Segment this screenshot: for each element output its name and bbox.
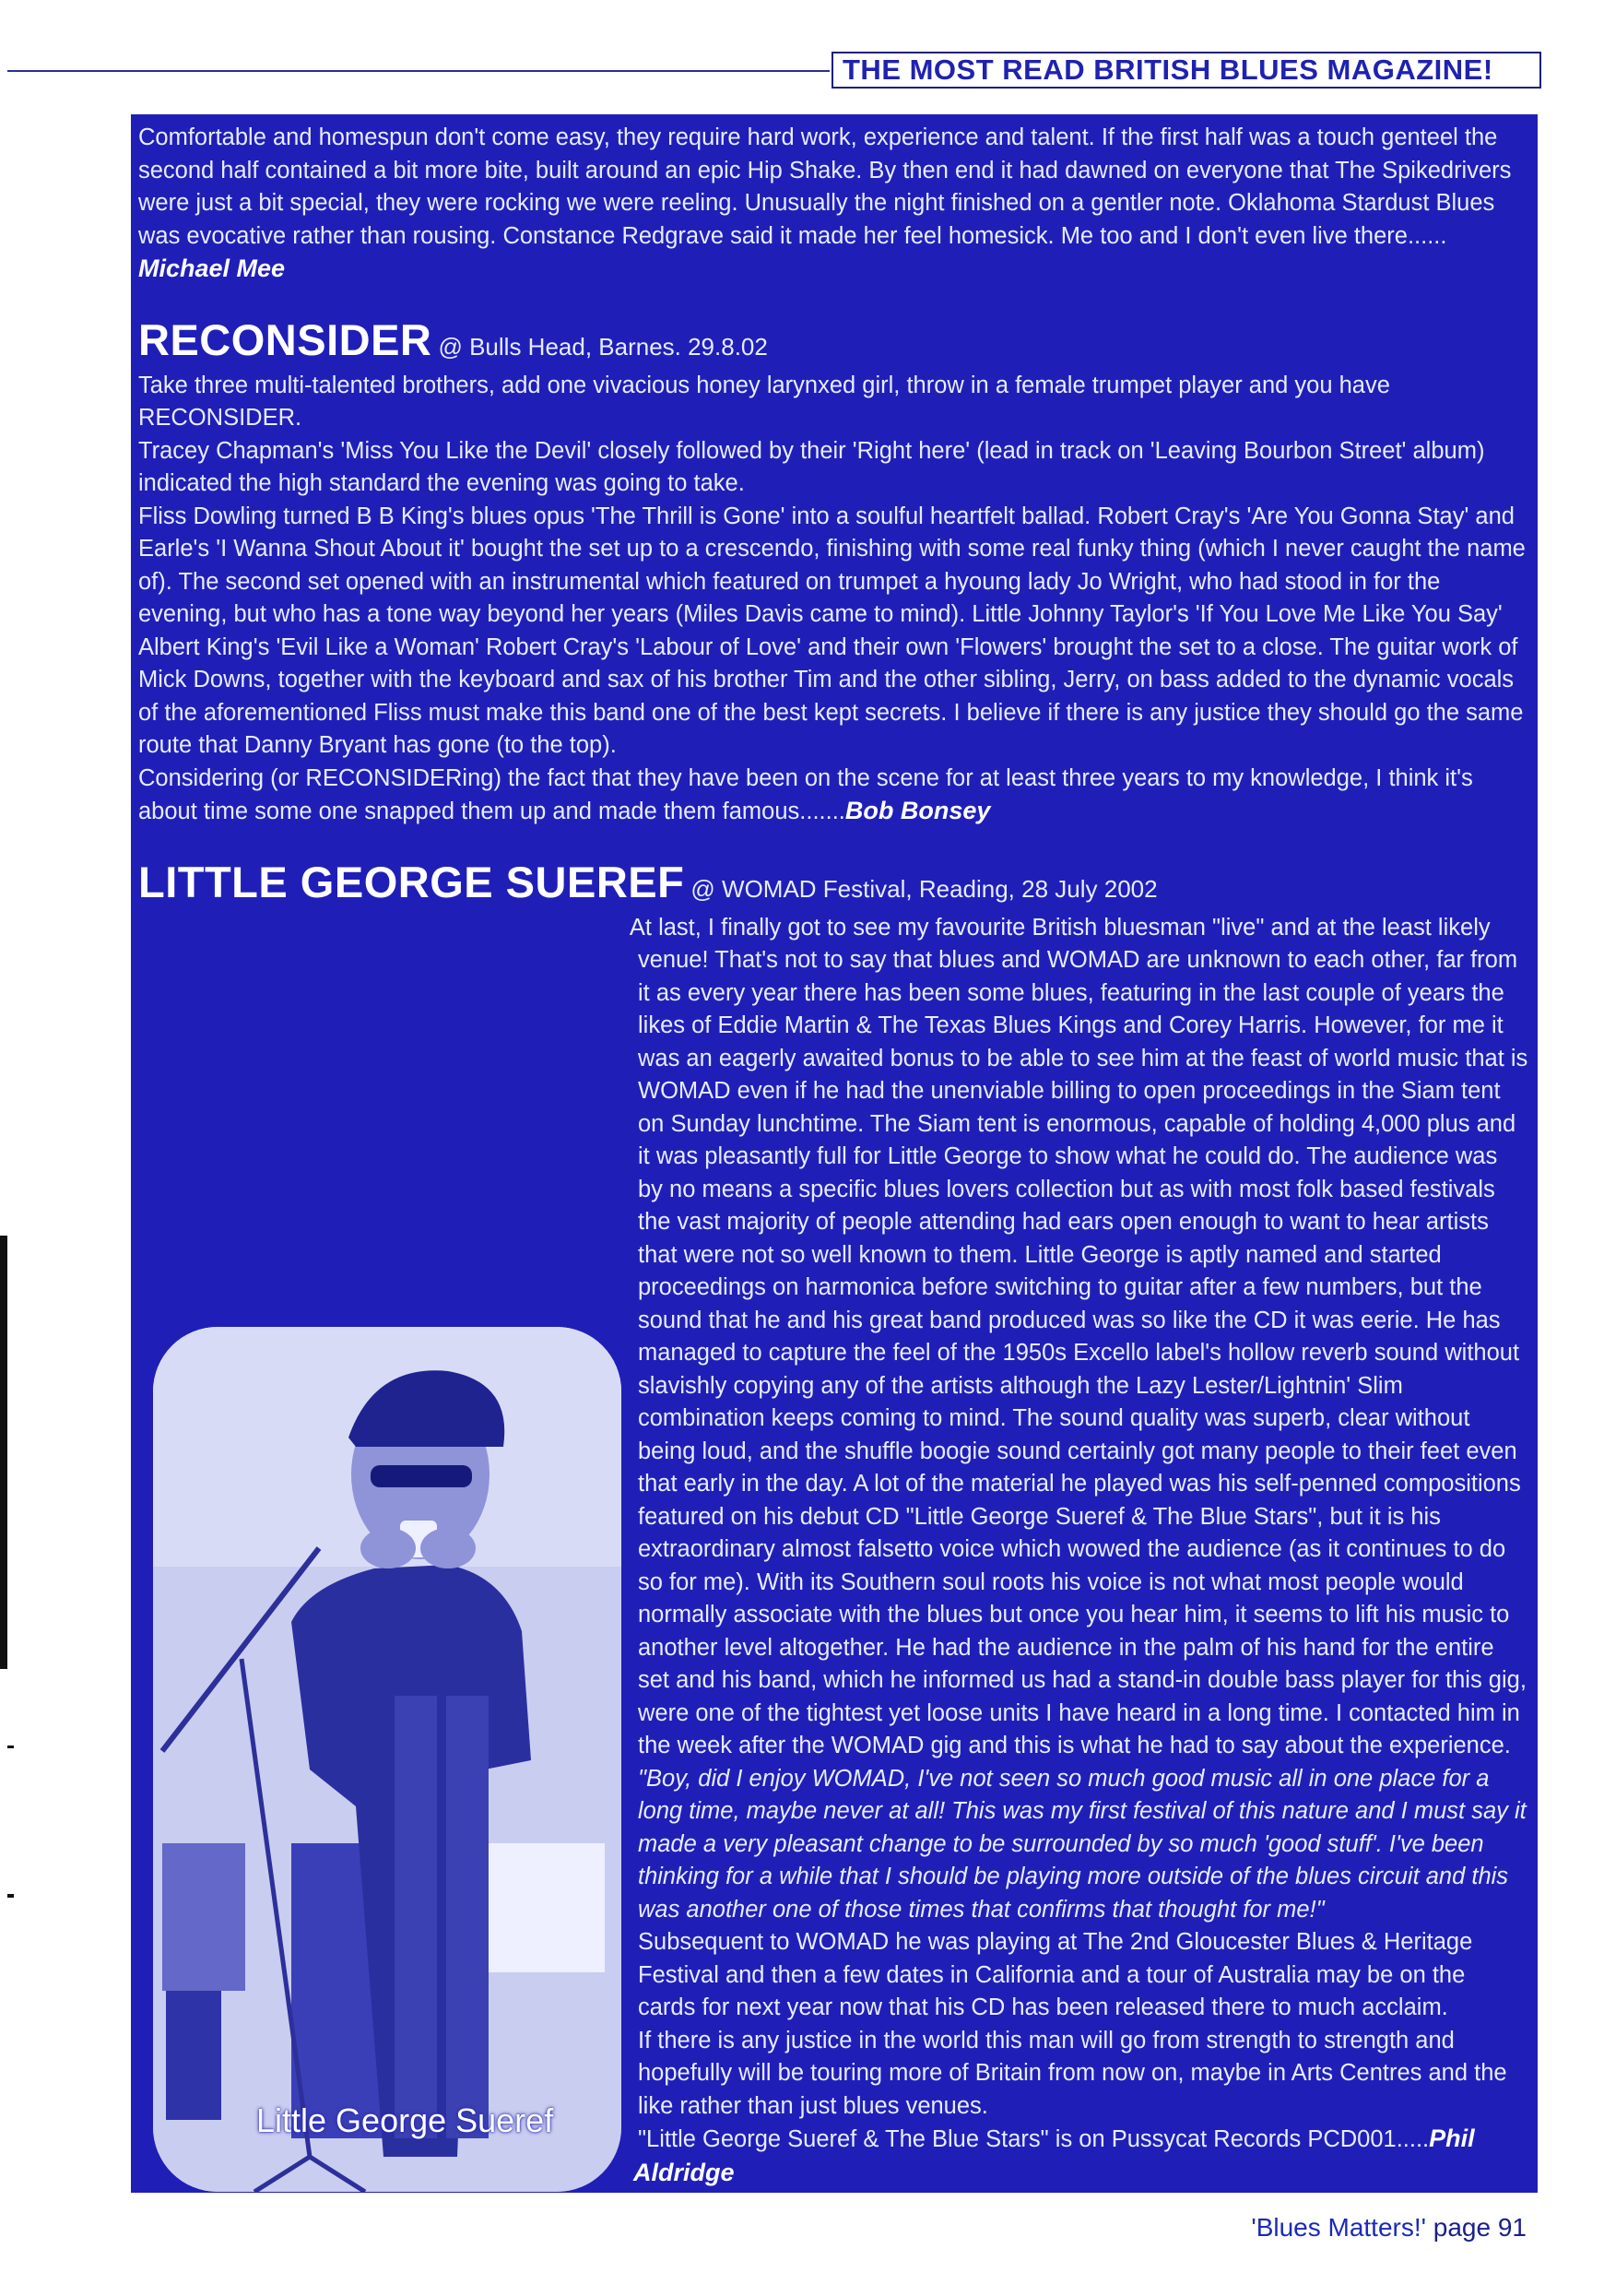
reconsider-para-3: Fliss Dowling turned B B King's blues opus 'The Thrill is Gone' into a soulful heartfelt ballad. Robert Cray's 'Are You Gonna Stay' and Earle's 'I Wanna Shout About it' bought the set up to a crescendo, finishing with some real funky thing (which I never caught the name of). The second set opened with an instrumental which featured on trumpet a hyoung lady Jo Wright, who had stood in for the evening, but who has a tone way beyond her years (Miles Davis came to mind). Little Johnny Taylor's 'If You Love Me Like You Say' Albert King's 'Evil Like a Woman' Robert Cray's 'Labour of Love' and their own 'Flowers' brought the set to a close. The guitar work of Mick Downs, together with the keyboard and sax of his brother Tim and the other sibling, Jerry, on bass added to the dynamic vocals of the aforementioned Fliss must make this band one of the best kept secrets. I believe if there is any justice they should go the same route that Danny Bryant has gone (to the top).	[138, 503, 1526, 758]
margin-mark	[0, 1236, 7, 1669]
intro-author: Michael Mee	[138, 254, 286, 282]
sueref-para-4-text: "Little George Sueref & The Blue Stars" is on Pussycat Records PCD001.....	[638, 2126, 1430, 2152]
photo-caption: Little George Sueref	[256, 2101, 554, 2139]
review-panel	[131, 114, 1538, 2193]
magazine-name: 'Blues Matters!'	[1251, 2213, 1426, 2242]
margin-mark	[7, 1894, 14, 1898]
magazine-banner: THE MOST READ BRITISH BLUES MAGAZINE!	[831, 52, 1541, 89]
page-number: page 91	[1433, 2213, 1527, 2242]
reconsider-author: Bob Bonsey	[844, 797, 991, 824]
sueref-photo	[153, 1327, 621, 2192]
sueref-body	[138, 912, 1528, 2191]
sueref-quote: "Boy, did I enjoy WOMAD, I've not seen so much good music all in one place for a long time, maybe never at all! This was my first festival of this nature and I must say it made a very pleasant change to be surrounded by so much 'good stuff'. I've been thinking for a while that I should be playing more outside of the blues circuit and this was another one of those times that confirms that thought for me!"	[638, 1765, 1527, 1923]
reconsider-venue: @ Bulls Head, Barnes. 29.8.02	[438, 332, 768, 361]
reconsider-para-1: Take three multi-talented brothers, add one vivacious honey larynxed girl, throw in a female trumpet player and you have RECONSIDER.	[138, 372, 1390, 431]
reconsider-para-2: Tracey Chapman's 'Miss You Like the Devil' closely followed by their 'Right here' (lead in track on 'Leaving Bourbon Street' album) indicated the high standard the evening was going to take.	[138, 437, 1485, 496]
reconsider-para-4	[138, 763, 1528, 829]
sueref-para-3: If there is any justice in the world this man will go from strength to strength and hopefully will be touring more of Britain from now on, maybe in Arts Centres and the like rather than just blues venues.	[638, 2027, 1507, 2119]
page-footer	[1251, 2213, 1527, 2243]
intro-review	[138, 122, 1528, 287]
intro-text: Comfortable and homespun don't come easy, they require hard work, experience and talent. If the first half was a touch genteel the second half contained a bit more bite, built around an epic Hip Shake. By then end it had dawned on everyone that The Spikedrivers were just a bit special, they were rocking we were reeling. Unusually the night finished on a gentler note. Oklahoma Stardust Blues was evocative rather than rousing. Constance Redgrave said it made her feel homesick. Me too and I don't even live there......	[138, 124, 1512, 249]
sueref-para-1-text: At last, I finally got to see my favourite British bluesman "live" and at the least likely venue! That's not to say that blues and WOMAD are unknown to each other, far from it as every year there has been some blues, featuring in the last couple of years the likes of Eddie Martin & The Texas Blues Kings and Corey Harris. However, for me it was an eagerly awaited bonus to be able to see him at the feast of world music that is WOMAD even if he had the unenviable billing to open proceedings in the Siam tent on Sunday lunchtime. The Siam tent is enormous, capable of holding 4,000 plus and it was pleasantly full for Little George to show what he could do. The audience was by no means a specific blues lovers collection but as with most folk based festivals the vast majority of people attending had ears open enough to want to hear artists that were not so well known to them. Little George is aptly named and started proceedings on harmonica before switching to guitar after a few numbers, but the sound that he and his great band produced was so like the CD it was eerie. He has managed to capture the feel of the 1950s Excello label's hollow reverb sound without slavishly copying any of the artists although the Lazy Lester/Lightnin' Slim combination keeps coming to mind. The sound quality was superb, clear without being loud, and the shuffle boogie sound certainly got many people to their feet even that early in the day. A lot of the material he played was his self-penned compositions featured on his debut CD "Little George Sueref & The Blue Stars", but it is his extraordinary almost falsetto voice which wowed the audience (as it continues to do so for me). With its Southern soul roots his voice is not what most people would normally associate with the blues but once you hear him, it seems to lift his music to another level altogether. He had the audience in the palm of his hand for the entire set and his band, which he informed us had a stand-in double bass player for this gig, were one of the tightest yet loose units I have heard in a long time. I contacted him in the week after the WOMAD gig and this is what he had to say about the experience.	[629, 914, 1528, 1758]
reconsider-title: RECONSIDER	[138, 314, 432, 364]
margin-mark	[7, 1746, 14, 1748]
sueref-author: Phil Aldridge	[632, 2124, 1475, 2186]
header-rule	[7, 70, 830, 72]
sueref-heading	[138, 857, 1528, 912]
performer-illustration	[153, 1327, 621, 2192]
reconsider-para-4-text: Considering (or RECONSIDERing) the fact that they have been on the scene for at least three years to my knowledge, I think it's about time some one snapped them up and made them famous.......	[138, 764, 1473, 824]
sueref-title: LITTLE GEORGE SUEREF	[138, 857, 685, 906]
sueref-venue: @ WOMAD Festival, Reading, 28 July 2002	[690, 874, 1158, 903]
sueref-para-2: Subsequent to WOMAD he was playing at The 2nd Gloucester Blues & Heritage Festival and then a few dates in California and a tour of Australia may be on the cards for next year now that his CD has been released there to much acclaim.	[638, 1929, 1473, 2020]
reconsider-heading	[138, 314, 1528, 370]
